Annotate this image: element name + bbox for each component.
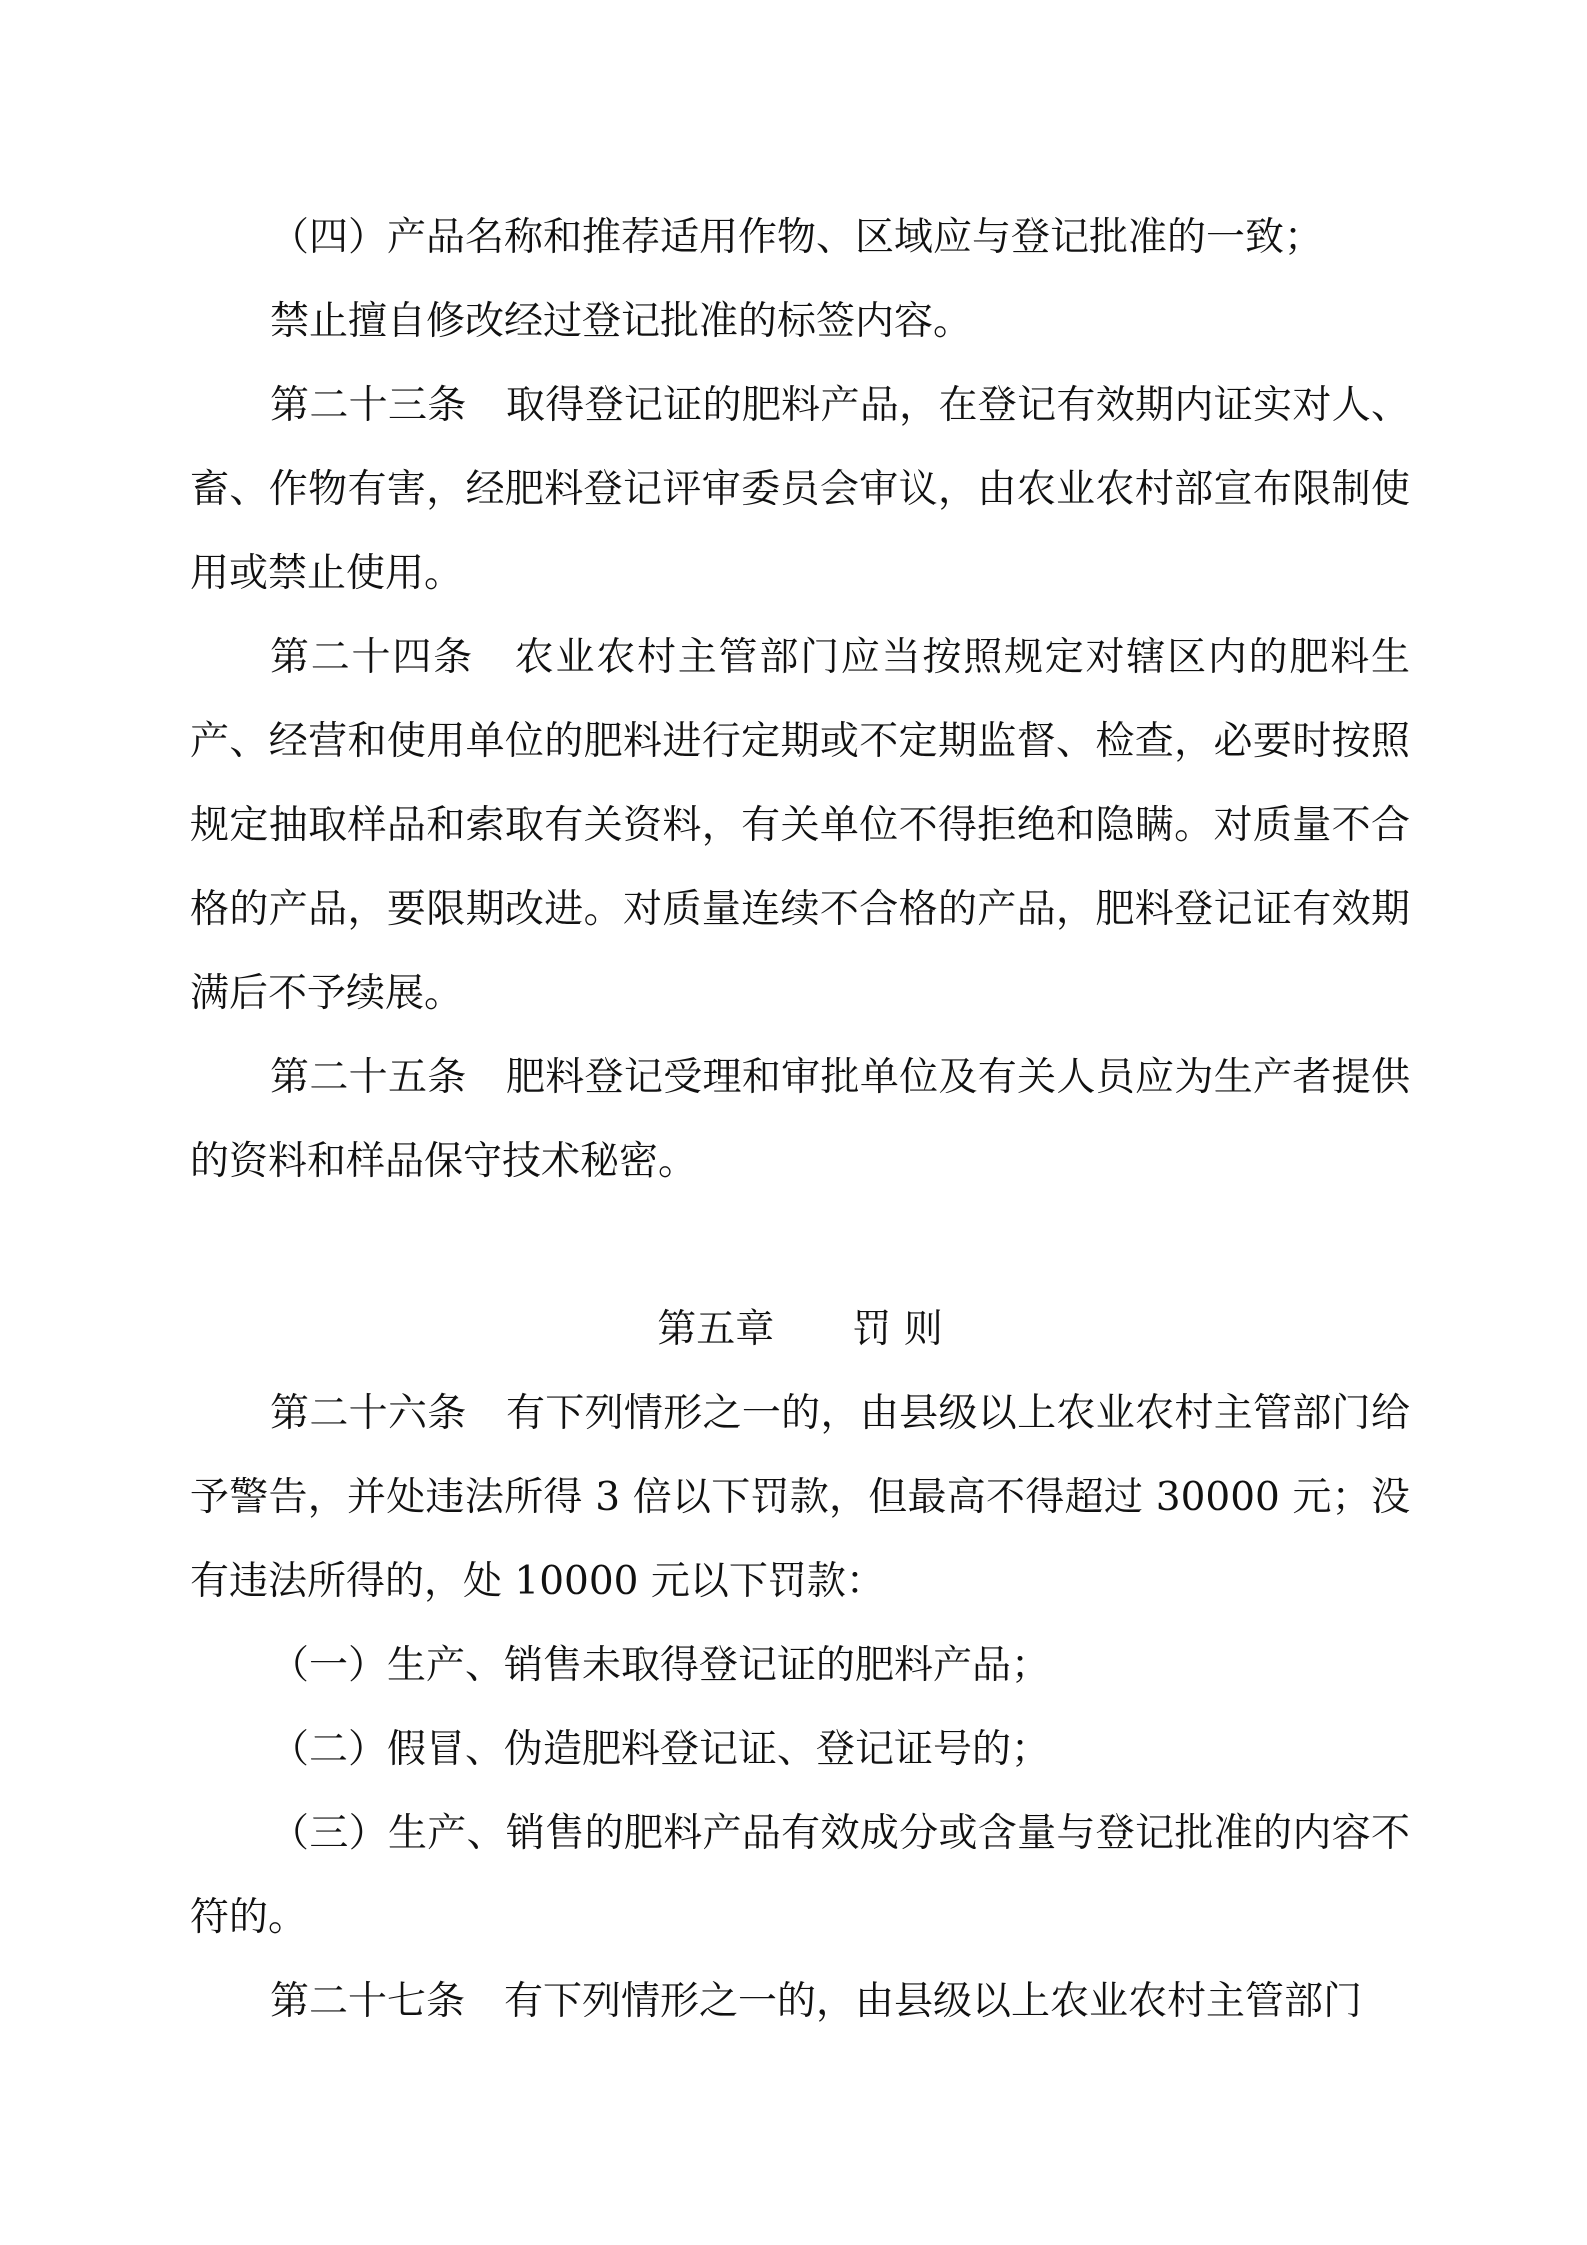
article-27-text: 有下列情形之一的，由县级以上农业农村主管部门 [504, 1979, 1363, 2024]
article-25-number: 第二十五条 [270, 1055, 467, 1100]
article-24-text: 农业农村主管部门应当按照规定对辖区内的肥料生产、经营和使用单位的肥料进行定期或不定期监督、检查，必要时按照规定抽取样品和索取有关资料，有关单位不得拒绝和隐瞒。对质量不合格的产品，要限期改进。对质量连续不合格的产品，肥料登记证有效期满后不予续展。 [190, 635, 1410, 1016]
article-24-number: 第二十四条 [270, 635, 474, 680]
article-23-text: 取得登记证的肥料产品，在登记有效期内证实对人、畜、作物有害，经肥料登记评审委员会审议，由农业农村部宣布限制使用或禁止使用。 [190, 383, 1410, 596]
chapter-heading [190, 1288, 1410, 1372]
document-page [190, 196, 1410, 2044]
chapter-number: 第五章 [657, 1307, 775, 1352]
article-26-item-2: （二）假冒、伪造肥料登记证、登记证号的； [270, 1727, 1051, 1772]
clause-item-4: （四）产品名称和推荐适用作物、区域应与登记批准的一致； [270, 215, 1324, 260]
article-26-number: 第二十六条 [270, 1391, 467, 1436]
chapter-gap [190, 1204, 1410, 1288]
label-ban-paragraph: 禁止擅自修改经过登记批准的标签内容。 [270, 299, 973, 344]
article-24 [190, 616, 1410, 1036]
article-25 [190, 1036, 1410, 1204]
article-26 [190, 1372, 1410, 1624]
article-26-text: 有下列情形之一的，由县级以上农业农村主管部门给予警告，并处违法所得 3 倍以下罚款，但最高不得超过 30000 元；没有违法所得的，处 10000 元以下罚款： [190, 1391, 1410, 1604]
article-27-number: 第二十七条 [270, 1979, 466, 2024]
article-23-number: 第二十三条 [270, 383, 467, 428]
article-26-item-3: （三）生产、销售的肥料产品有效成分或含量与登记批准的内容不符的。 [190, 1811, 1410, 1940]
article-26-item-1: （一）生产、销售未取得登记证的肥料产品； [270, 1643, 1051, 1688]
chapter-title: 罚 则 [852, 1307, 943, 1352]
article-27 [190, 1960, 1410, 2044]
article-25-text: 肥料登记受理和审批单位及有关人员应为生产者提供的资料和样品保守技术秘密。 [190, 1055, 1410, 1184]
article-23 [190, 364, 1410, 616]
